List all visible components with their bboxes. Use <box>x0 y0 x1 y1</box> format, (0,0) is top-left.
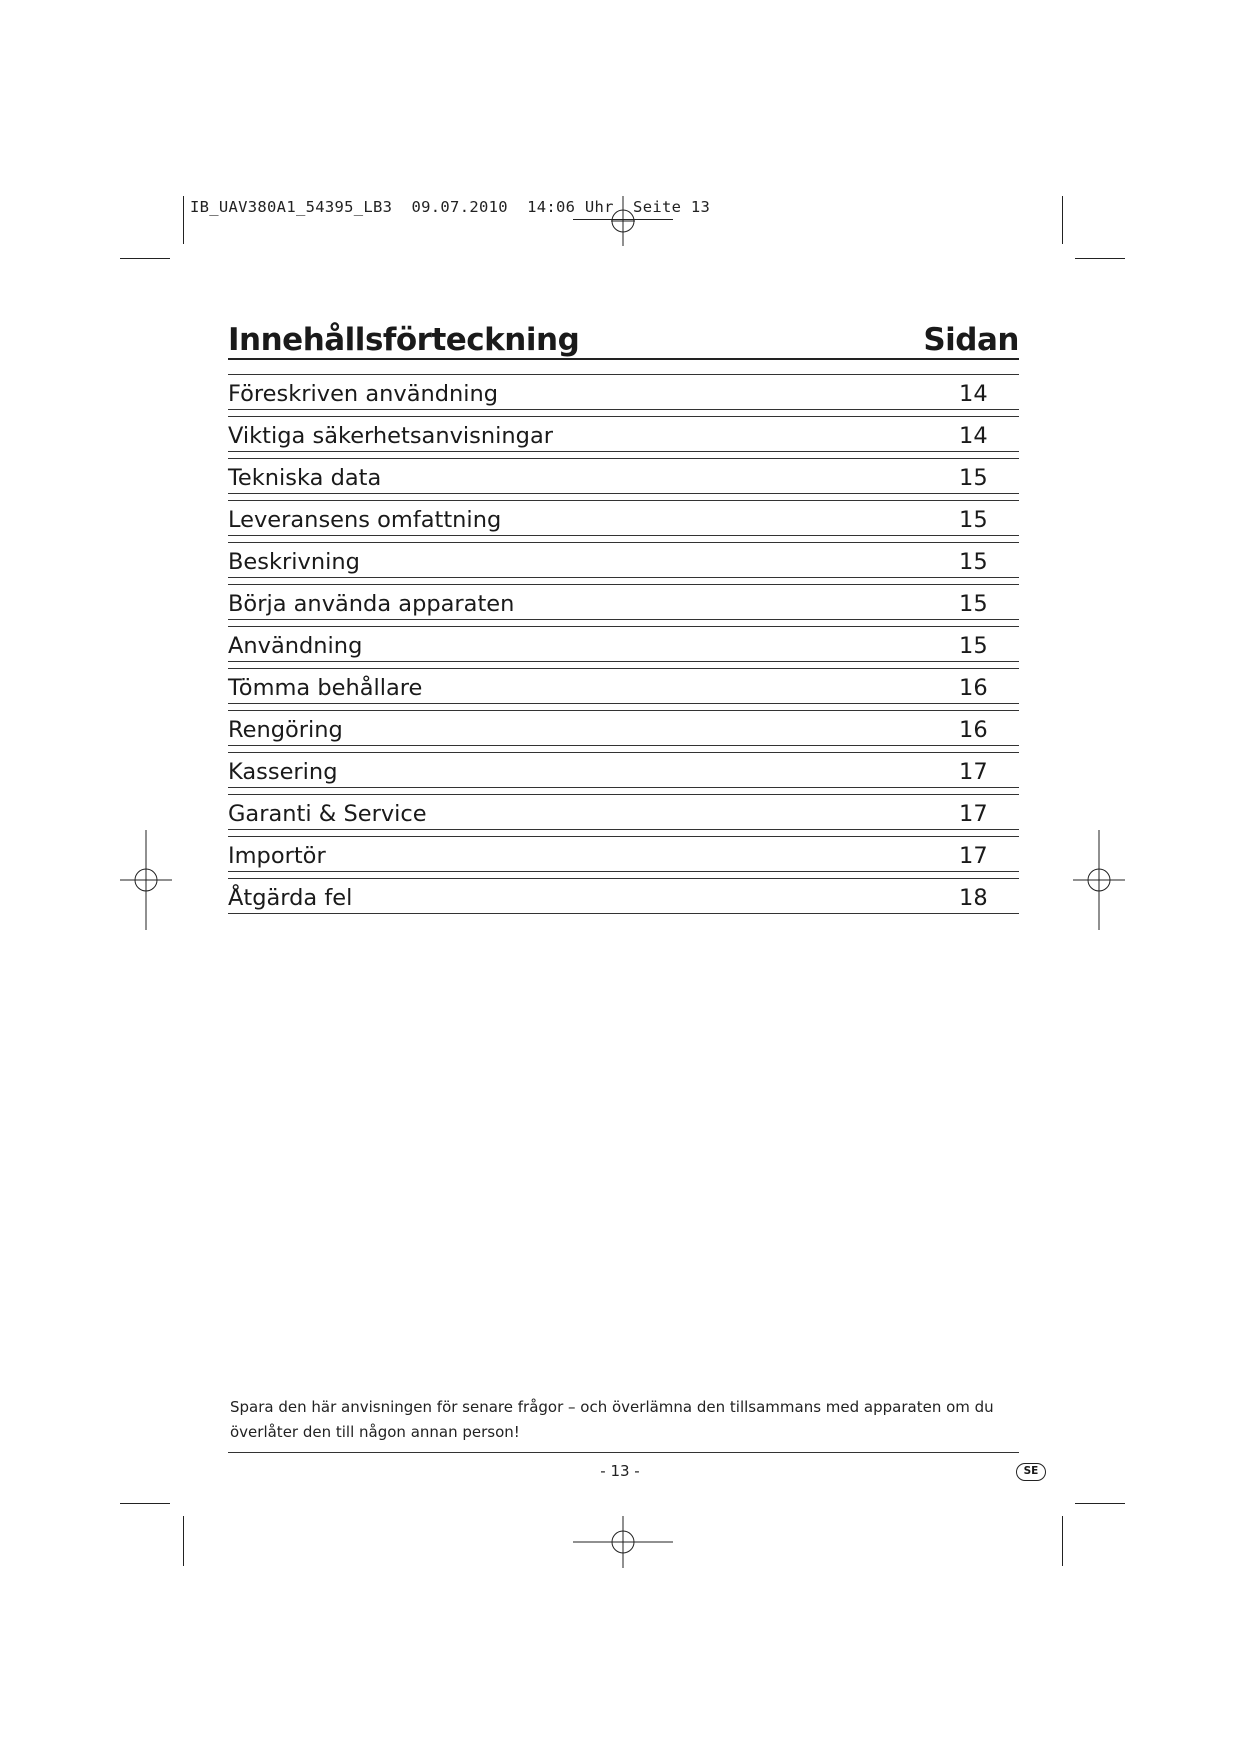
toc-entry-page: 15 <box>959 507 988 533</box>
registration-mark-left-icon <box>120 830 172 930</box>
toc-header <box>228 318 1019 360</box>
table-of-contents <box>228 318 1019 920</box>
toc-row <box>228 710 1019 746</box>
toc-row <box>228 542 1019 578</box>
crop-mark-top-left-v <box>183 196 184 244</box>
toc-entry-title: Tekniska data <box>228 465 382 491</box>
crop-mark-top-left-h <box>120 258 170 259</box>
crop-mark-bottom-right-h <box>1075 1503 1125 1504</box>
toc-row <box>228 458 1019 494</box>
toc-entry-title: Garanti & Service <box>228 801 427 827</box>
toc-row <box>228 878 1019 914</box>
toc-entry-title: Åtgärda fel <box>228 885 353 911</box>
toc-entry-title: Rengöring <box>228 717 343 743</box>
toc-entry-page: 16 <box>959 675 988 701</box>
toc-entry-page: 18 <box>959 885 988 911</box>
crop-mark-bottom-right-v <box>1062 1516 1063 1566</box>
toc-row <box>228 794 1019 830</box>
footer-rule <box>228 1452 1019 1453</box>
toc-title: Innehållsförteckning <box>228 322 580 358</box>
toc-entry-page: 15 <box>959 633 988 659</box>
print-slug: IB_UAV380A1_54395_LB3 09.07.2010 14:06 Uhr Seite 13 <box>190 198 711 216</box>
toc-row <box>228 626 1019 662</box>
toc-row <box>228 668 1019 704</box>
crop-mark-top-right-h <box>1075 258 1125 259</box>
toc-entry-title: Föreskriven användning <box>228 381 499 407</box>
toc-entry-title: Tömma behållare <box>228 675 423 701</box>
toc-entry-title: Beskrivning <box>228 549 360 575</box>
toc-entry-title: Användning <box>228 633 363 659</box>
toc-page-label: Sidan <box>923 322 1019 358</box>
language-badge: SE <box>1016 1463 1046 1481</box>
toc-entry-title: Kassering <box>228 759 338 785</box>
crop-mark-top-right-v <box>1062 196 1063 244</box>
toc-row <box>228 836 1019 872</box>
registration-mark-bottom-icon <box>573 1516 673 1568</box>
toc-entry-page: 17 <box>959 801 988 827</box>
toc-entry-page: 17 <box>959 759 988 785</box>
toc-row <box>228 752 1019 788</box>
toc-row <box>228 500 1019 536</box>
toc-entry-page: 15 <box>959 465 988 491</box>
toc-entry-page: 14 <box>959 423 988 449</box>
toc-entry-title: Importör <box>228 843 326 869</box>
toc-row <box>228 374 1019 410</box>
toc-list <box>228 374 1019 914</box>
toc-entry-title: Leveransens omfattning <box>228 507 502 533</box>
crop-mark-bottom-left-h <box>120 1503 170 1504</box>
registration-mark-right-icon <box>1073 830 1125 930</box>
toc-row <box>228 416 1019 452</box>
page-number: - 13 - <box>600 1462 640 1480</box>
toc-entry-title: Viktiga säkerhetsanvisningar <box>228 423 553 449</box>
instruction-note: Spara den här anvisningen för senare frågor – och överlämna den tillsammans med apparaten om du överlåter den till någon annan person! <box>230 1398 994 1441</box>
registration-mark-top-icon <box>573 196 673 246</box>
toc-entry-page: 14 <box>959 381 988 407</box>
toc-row <box>228 584 1019 620</box>
toc-entry-page: 16 <box>959 717 988 743</box>
toc-entry-page: 15 <box>959 591 988 617</box>
crop-mark-bottom-left-v <box>183 1516 184 1566</box>
toc-entry-title: Börja använda apparaten <box>228 591 515 617</box>
toc-entry-page: 15 <box>959 549 988 575</box>
toc-entry-page: 17 <box>959 843 988 869</box>
